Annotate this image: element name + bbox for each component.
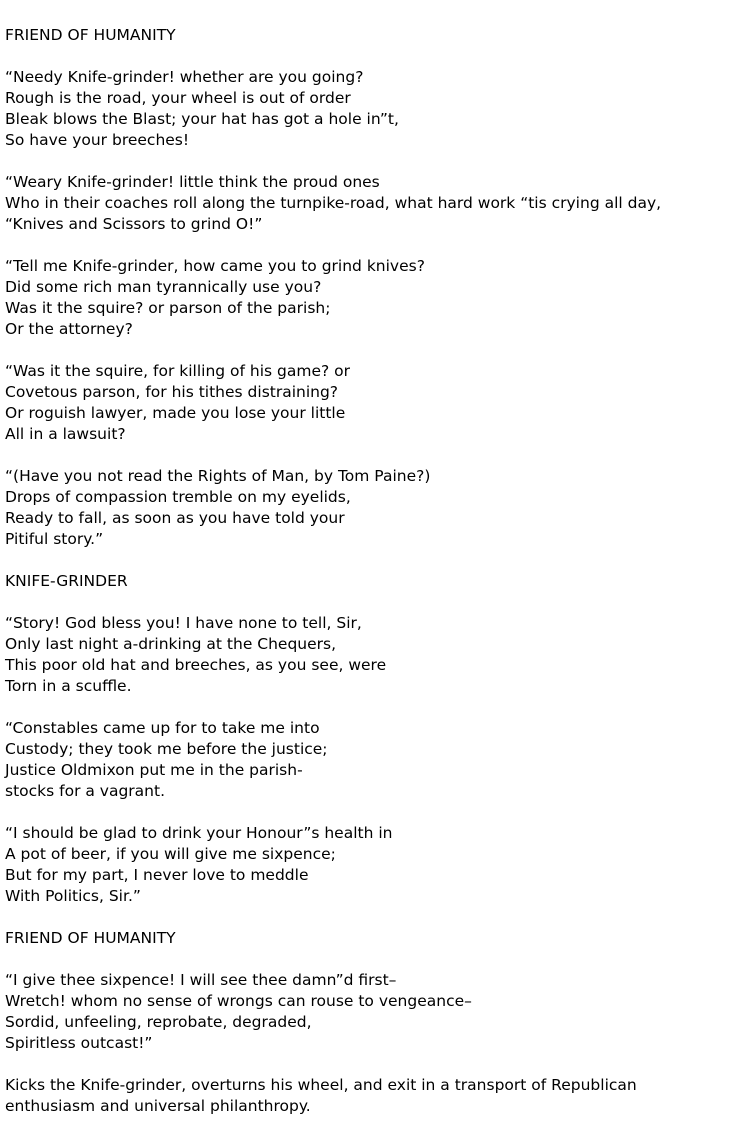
speaker-name: KNIFE-GRINDER [5, 572, 128, 590]
verse-line: Drops of compassion tremble on my eyelids, [5, 488, 351, 506]
verse-line: Did some rich man tyrannically use you? [5, 278, 322, 296]
stanza [5, 67, 745, 151]
stanza [5, 466, 745, 550]
verse-line: Rough is the road, your wheel is out of order [5, 89, 351, 107]
stanza [5, 172, 745, 235]
verse-line: Ready to fall, as soon as you have told your [5, 509, 345, 527]
verse-line: Bleak blows the Blast; your hat has got a hole in”t, [5, 110, 399, 128]
stanza [5, 718, 745, 802]
stanza [5, 823, 745, 907]
poem-document [5, 25, 745, 1117]
speaker-heading [5, 928, 745, 949]
verse-line: stocks for a vagrant. [5, 782, 166, 800]
verse-line: “Needy Knife-grinder! whether are you going? [5, 68, 364, 86]
verse-line: Torn in a scuffle. [5, 677, 132, 695]
verse-line: “(Have you not read the Rights of Man, by Tom Paine?) [5, 467, 431, 485]
verse-line: Covetous parson, for his tithes distraining? [5, 383, 339, 401]
verse-line: All in a lawsuit? [5, 425, 126, 443]
verse-line: “I give thee sixpence! I will see thee damn”d first– [5, 971, 397, 989]
speaker-name: FRIEND OF HUMANITY [5, 929, 176, 947]
verse-line: Justice Oldmixon put me in the parish- [5, 761, 303, 779]
verse-line: Was it the squire? or parson of the parish; [5, 299, 331, 317]
stage-direction [5, 1075, 745, 1117]
stanza [5, 970, 745, 1054]
verse-line: Custody; they took me before the justice; [5, 740, 328, 758]
verse-line: Or the attorney? [5, 320, 133, 338]
verse-line: Spiritless outcast!” [5, 1034, 153, 1052]
verse-line: With Politics, Sir.” [5, 887, 141, 905]
verse-line: But for my part, I never love to meddle [5, 866, 309, 884]
verse-line: Kicks the Knife-grinder, overturns his wheel, and exit in a transport of Republican [5, 1076, 637, 1094]
verse-line: A pot of beer, if you will give me sixpence; [5, 845, 336, 863]
speaker-heading [5, 25, 745, 46]
verse-line: Wretch! whom no sense of wrongs can rouse to vengeance– [5, 992, 472, 1010]
verse-line: enthusiasm and universal philanthropy. [5, 1097, 311, 1115]
stanza [5, 361, 745, 445]
verse-line: “I should be glad to drink your Honour”s health in [5, 824, 393, 842]
verse-line: Only last night a-drinking at the Chequers, [5, 635, 337, 653]
verse-line: Who in their coaches roll along the turnpike-road, what hard work “tis crying all day, [5, 194, 662, 212]
verse-line: Sordid, unfeeling, reprobate, degraded, [5, 1013, 312, 1031]
verse-line: “Tell me Knife-grinder, how came you to grind knives? [5, 257, 425, 275]
verse-line: “Knives and Scissors to grind O!” [5, 215, 263, 233]
stanza [5, 256, 745, 340]
verse-line: Or roguish lawyer, made you lose your little [5, 404, 346, 422]
speaker-name: FRIEND OF HUMANITY [5, 26, 176, 44]
speaker-heading [5, 571, 745, 592]
verse-line: This poor old hat and breeches, as you see, were [5, 656, 387, 674]
verse-line: “Was it the squire, for killing of his game? or [5, 362, 351, 380]
verse-line: “Constables came up for to take me into [5, 719, 320, 737]
verse-line: “Weary Knife-grinder! little think the proud ones [5, 173, 380, 191]
verse-line: Pitiful story.” [5, 530, 104, 548]
verse-line: “Story! God bless you! I have none to tell, Sir, [5, 614, 362, 632]
verse-line: So have your breeches! [5, 131, 190, 149]
stanza [5, 613, 745, 697]
